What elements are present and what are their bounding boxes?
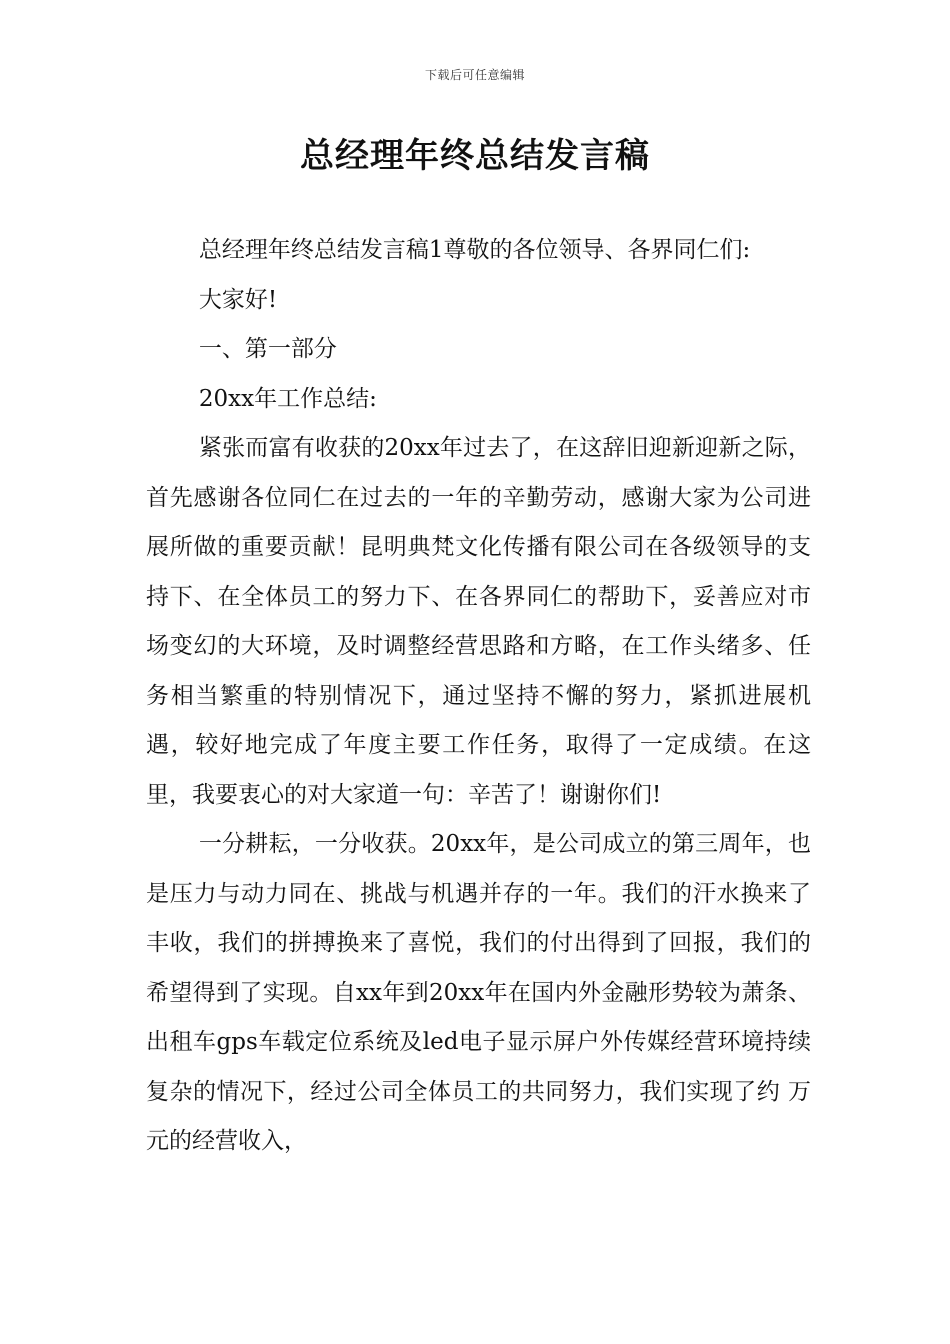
paragraph-body-2: 一分耕耘，一分收获。20xx年，是公司成立的第三周年，也是压力与动力同在、挑战与机遇并存的一年。我们的汗水换来了丰收，我们的拼搏换来了喜悦，我们的付出得到了回报，我们的希望得到了实现。自xx年到20xx年在国内外金融形势较为萧条、出租车gps车载定位系统及led电子显示屏户外传媒经营环境持续复杂的情况下，经过公司全体员工的共同努力，我们实现了约 万元的经营收入， [146, 831, 811, 1154]
document-title: 总经理年终总结发言稿 [300, 136, 650, 176]
subsection-heading: 20xx年工作总结: [198, 385, 377, 412]
paragraph-hello: 大家好! [198, 286, 278, 313]
document-body [146, 226, 811, 1167]
paragraph-body-1: 紧张而富有收获的20xx年过去了，在这辞旧迎新迎新之际，首先感谢各位同仁在过去的一年的辛勤劳动，感谢大家为公司进展所做的重要贡献！昆明典梵文化传播有限公司在各级领导的支持下、在全体员工的努力下、在各界同仁的帮助下，妥善应对市场变幻的大环境，及时调整经营思路和方略，在工作头绪多、任务相当繁重的特别情况下，通过坚持不懈的努力，紧抓进展机遇，较好地完成了年度主要工作任务，取得了一定成绩。在这里，我要衷心的对大家道一句：辛苦了！谢谢你们! [146, 435, 811, 808]
paragraph-greeting-line: 总经理年终总结发言稿1尊敬的各位领导、各界同仁们: [198, 237, 751, 263]
section-heading: 一、第一部分 [198, 336, 337, 362]
header-note: 下载后可任意编辑 [424, 68, 525, 82]
